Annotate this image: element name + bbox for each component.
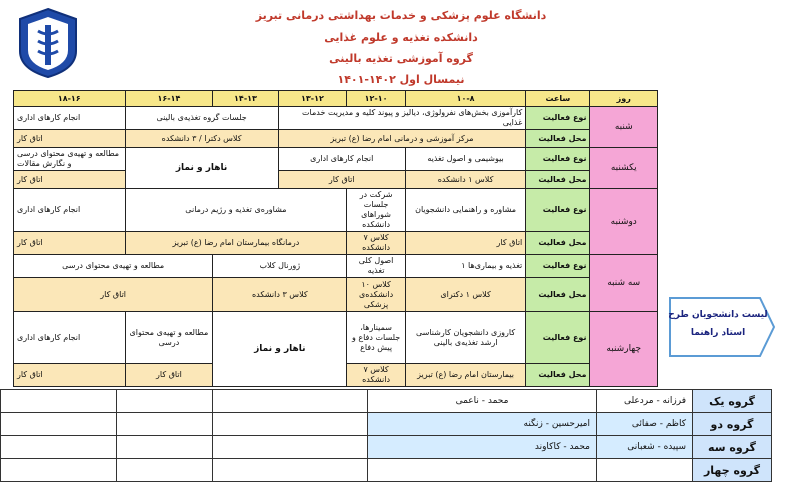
schedule-cell: کلاس ۱ دکترای [405,278,525,312]
schedule-cell: شرکت در جلسات شوراهای دانشکده [347,189,406,232]
group-row [1,459,772,482]
day-saturday: شنبه [590,107,658,148]
note-line-2: استاد راهنما [690,328,746,338]
schedule-cell: بیمارستان امام رضا (ع) تبریز [405,364,525,387]
supervisor-note-text [668,306,768,342]
day-wednesday: چهارشنبه [590,312,658,387]
time-slot: ۱۰-۸ [405,91,525,107]
monday-location-row [14,232,658,255]
tuesday-location-row [14,278,658,312]
schedule-cell: اتاق کار [14,232,126,255]
sunday-location-row [14,171,658,189]
schedule-cell: مشاوره و راهنمایی دانشجویان [405,189,525,232]
schedule-cell: اصول کلی تغذیه [347,255,406,278]
group-member-cell: امیرحسین - زنگنه [368,413,597,436]
schedule-cell: مطالعه و تهیه‌ی محتوای درسی [14,255,213,278]
group-member-cell [368,459,597,482]
group-member-cell: سپیده - شعبانی [597,436,693,459]
schedule-cell: اتاق کار [14,171,126,189]
group-member-cell [1,459,117,482]
day-sunday: یکشنبه [590,148,658,189]
schedule-cell: تغذیه و بیماری‌ها ۱ [405,255,525,278]
group-member-cell [1,413,117,436]
group-name: گروه چهار [693,459,772,482]
group-name: گروه دو [693,413,772,436]
sunday-activity-row [14,148,658,171]
activity-label: نوع فعالیت [526,255,590,278]
group-member-cell [213,390,368,413]
activity-label: نوع فعالیت [526,107,590,130]
group-name: گروه یک [693,390,772,413]
weekly-schedule-table [13,90,658,387]
time-slot: ۱۸-۱۶ [14,91,126,107]
semester-title: نیمسال اول ۱۴۰۲-۱۴۰۱ [337,73,465,86]
group-member-cell [213,436,368,459]
location-label: محل فعالیت [526,130,590,148]
schedule-cell: اتاق کار [278,171,405,189]
time-slot: ۱۲-۱۰ [347,91,406,107]
group-member-cell [597,459,693,482]
group-member-cell [117,459,213,482]
schedule-cell: سمینارها، جلسات دفاع و پیش دفاع [347,312,406,364]
group-member-cell [117,390,213,413]
activity-label: نوع فعالیت [526,148,590,171]
group-row [1,436,772,459]
schedule-cell: اتاق کار [14,278,213,312]
saturday-activity-row [14,107,658,130]
schedule-cell: کاروزی دانشجویان کارشناسی ارشد تغذیه‌ی بالینی [405,312,525,364]
faculty-title: دانشکده تغذیه و علوم غذایی [324,31,478,44]
schedule-cell: انجام کارهای اداری [278,148,405,171]
day-tuesday: سه شنبه [590,255,658,312]
schedule-cell: انجام کارهای اداری [14,312,126,364]
time-header-row [14,91,658,107]
department-title: گروه آموزشی تغذیه بالینی [329,52,473,65]
location-label: محل فعالیت [526,364,590,387]
schedule-cell: کلاس ۱۰ دانشکده‌ی پزشکی [347,278,406,312]
schedule-cell: جلسات گروه تغذیه‌ی بالینی [125,107,278,130]
group-member-cell: کاظم - صفائی [597,413,693,436]
schedule-cell: انجام کارهای اداری [14,107,126,130]
group-row [1,413,772,436]
group-member-cell [117,413,213,436]
schedule-cell: کلاس ۳ دانشکده [213,278,347,312]
time-slot: ۱۶-۱۴ [125,91,213,107]
activity-label: نوع فعالیت [526,189,590,232]
student-groups-table [0,389,772,482]
schedule-cell: مرکز آموزشی و درمانی امام رضا (ع) تبریز [278,130,526,148]
lunch-break-cell: ناهار و نماز [213,312,347,387]
schedule-cell: کلاس ۷ دانشکده [347,232,406,255]
group-member-cell: محمد - کاکاوند [368,436,597,459]
university-logo [16,7,80,79]
schedule-cell: مشاوره‌ی تغذیه و رژیم درمانی [125,189,347,232]
group-member-cell [213,459,368,482]
schedule-cell: اتاق کار [125,364,213,387]
monday-activity-row [14,189,658,232]
schedule-cell: اتاق کار [14,130,126,148]
wednesday-activity-row [14,312,658,364]
location-label: محل فعالیت [526,171,590,189]
lunch-break-cell: ناهار و نماز [125,148,278,189]
schedule-cell: اتاق کار [405,232,525,255]
schedule-cell: مطالعه و تهیه‌ی محتوای درسی و نگارش مقالات [14,148,126,171]
group-member-cell [1,390,117,413]
group-member-cell [117,436,213,459]
note-line-1: لیست دانشجویان طرح [668,310,768,320]
location-label: محل فعالیت [526,278,590,312]
schedule-cell: کلاس ۷ دانشکده [347,364,406,387]
group-name: گروه سه [693,436,772,459]
hour-header: ساعت [526,91,590,107]
group-member-cell [1,436,117,459]
location-label: محل فعالیت [526,232,590,255]
schedule-cell: کلاس ۱ دانشکده [405,171,525,189]
schedule-cell: انجام کارهای اداری [14,189,126,232]
schedule-cell: ژورنال کلاب [213,255,347,278]
schedule-cell: کلاس دکترا / ۳ دانشکده [125,130,278,148]
time-slot: ۱۳-۱۲ [278,91,347,107]
schedule-cell: درمانگاه بیمارستان امام رضا (ع) تبریز [125,232,347,255]
time-slot: ۱۴-۱۳ [213,91,278,107]
tuesday-activity-row [14,255,658,278]
schedule-cell: اتاق کار [14,364,126,387]
university-title: دانشگاه علوم پزشکی و خدمات بهداشتی درمانی تبریز [255,9,547,22]
group-member-cell: فرزانه - مردعلی [597,390,693,413]
group-member-cell: محمد - ناعمی [368,390,597,413]
schedule-cell: بیوشیمی و اصول تغذیه [405,148,525,171]
group-member-cell [213,413,368,436]
day-header: روز [590,91,658,107]
group-row [1,390,772,413]
day-monday: دوشنبه [590,189,658,255]
activity-label: نوع فعالیت [526,312,590,364]
schedule-cell: کارآموزی بخش‌های نفرولوژی، دیالیز و پیوند کلیه و مدیریت خدمات غذایی [278,107,526,130]
saturday-location-row [14,130,658,148]
schedule-cell: مطالعه و تهیه‌ی محتوای درسی [125,312,213,364]
